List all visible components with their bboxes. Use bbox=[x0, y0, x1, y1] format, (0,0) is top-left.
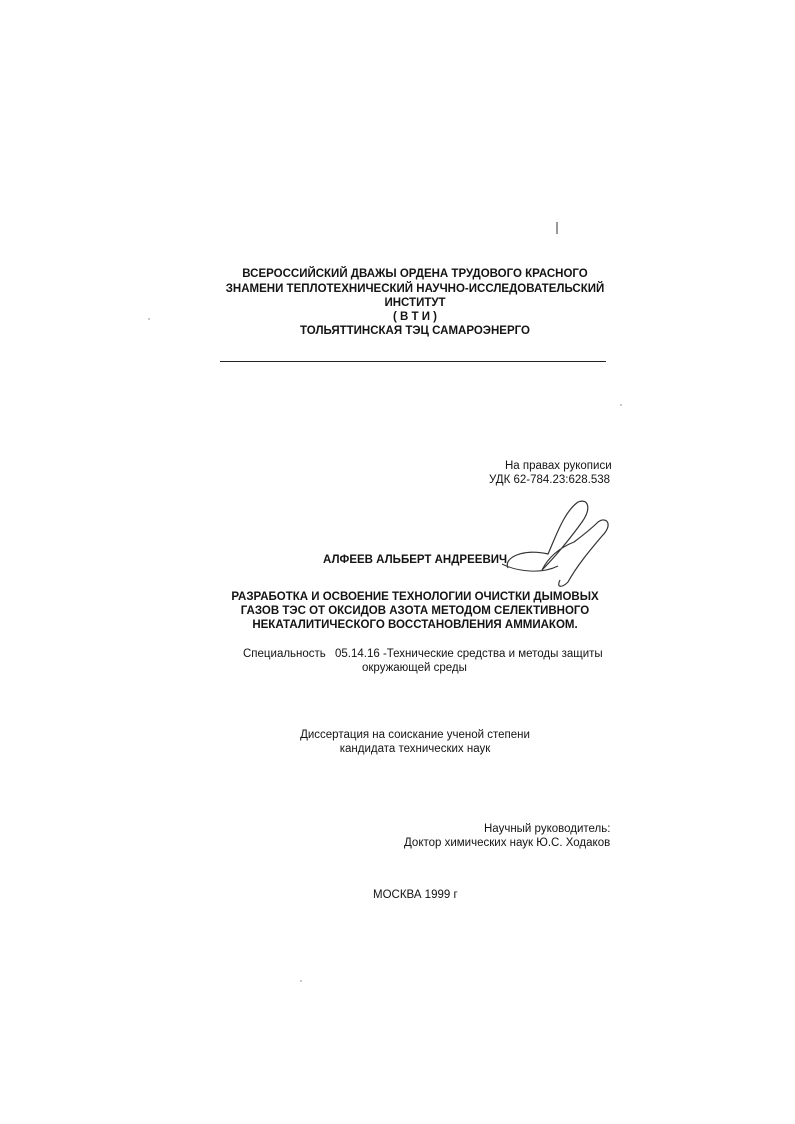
city-year: МОСКВА 1999 г bbox=[373, 889, 458, 901]
institution-line-3: ИНСТИТУТ bbox=[384, 297, 446, 309]
udk-code: УДК 62-784.23:628.538 bbox=[489, 474, 611, 486]
dissertation-title-line-3: НЕКАТАЛИТИЧЕСКОГО ВОССТАНОВЛЕНИЯ АММИАКОМ. bbox=[252, 619, 578, 631]
institution-line-2: ЗНАМЕНИ ТЕПЛОТЕХНИЧЕСКИЙ НАУЧНО-ИССЛЕДОВАТЕЛЬСКИЙ bbox=[225, 283, 605, 295]
author-name: АЛФЕЕВ АЛЬБЕРТ АНДРЕЕВИЧ bbox=[323, 554, 508, 566]
specialty-continuation: окружающей среды bbox=[362, 662, 467, 674]
specialty-label: Специальность bbox=[243, 648, 326, 660]
institution-abbreviation: ( В Т И ) bbox=[392, 311, 438, 323]
institution-line-1: ВСЕРОССИЙСКИЙ ДВАЖЫ ОРДЕНА ТРУДОВОГО КРАСНОГО bbox=[242, 268, 588, 280]
dissertation-title-line-1: РАЗРАБОТКА И ОСВОЕНИЕ ТЕХНОЛОГИИ ОЧИСТКИ ДЫМОВЫХ bbox=[231, 591, 599, 603]
degree-line-1: Диссертация на соискание ученой степени bbox=[300, 729, 530, 741]
header-divider bbox=[220, 361, 606, 362]
dissertation-title-line-2: ГАЗОВ ТЭС ОТ ОКСИДОВ АЗОТА МЕТОДОМ СЕЛЕКТИВНОГО bbox=[240, 605, 590, 617]
organization-line: ТОЛЬЯТТИНСКАЯ ТЭЦ САМАРОЭНЕРГО bbox=[300, 325, 530, 337]
degree-line-2: кандидата технических наук bbox=[339, 743, 491, 755]
scan-speck bbox=[620, 404, 622, 406]
scan-speck bbox=[556, 222, 558, 234]
scan-speck bbox=[300, 980, 302, 982]
scan-speck bbox=[148, 318, 150, 320]
manuscript-rights: На правах рукописи bbox=[505, 460, 612, 472]
supervisor-label: Научный руководитель: bbox=[484, 823, 611, 835]
specialty-code: 05.14.16 -Технические средства и методы защиты bbox=[335, 648, 603, 660]
signature-icon bbox=[498, 496, 618, 592]
supervisor-name: Доктор химических наук Ю.С. Ходаков bbox=[404, 837, 611, 849]
